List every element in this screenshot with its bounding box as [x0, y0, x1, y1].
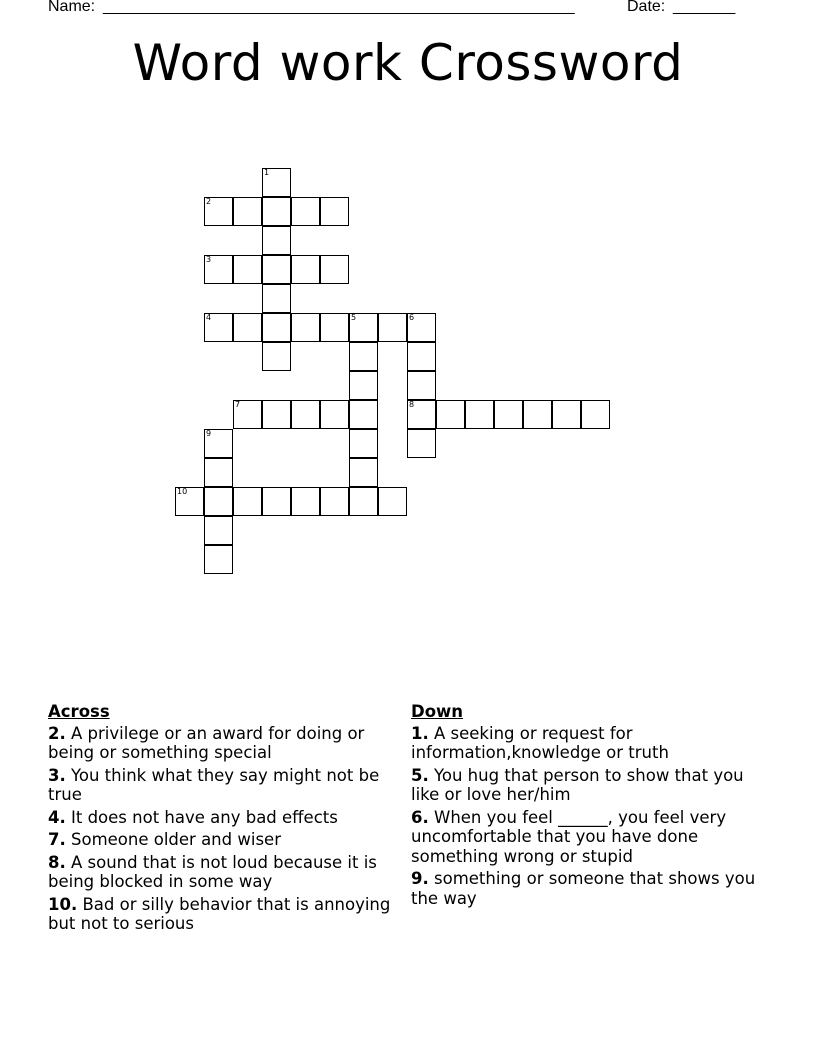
name-label: Name: [48, 0, 96, 15]
grid-cell[interactable] [233, 487, 262, 516]
clue-number: 1. [411, 723, 429, 743]
clue-down-9 [411, 869, 771, 908]
grid-cell[interactable] [262, 226, 291, 255]
grid-cell[interactable] [407, 400, 436, 429]
grid-cell[interactable] [349, 371, 378, 400]
grid-cell[interactable] [204, 255, 233, 284]
grid-cell[interactable] [465, 400, 494, 429]
clue-down-5 [411, 766, 771, 805]
grid-cell[interactable] [204, 516, 233, 545]
grid-cell[interactable] [291, 487, 320, 516]
clue-across-7 [48, 830, 393, 850]
grid-cell[interactable] [291, 255, 320, 284]
grid-cell[interactable] [378, 313, 407, 342]
cell-number: 5 [351, 313, 357, 322]
grid-cell[interactable] [523, 400, 552, 429]
clue-number: 4. [48, 807, 66, 827]
cell-number: 4 [206, 313, 212, 322]
clue-text: When you feel ______, you feel very uncomfortable that you have done something wrong or stupid [411, 807, 727, 866]
clue-text: A seeking or request for information,knowledge or truth [411, 723, 669, 762]
grid-cell[interactable] [233, 400, 262, 429]
clue-number: 8. [48, 852, 66, 872]
down-clues [411, 702, 771, 911]
grid-cell[interactable] [175, 487, 204, 516]
grid-cell[interactable] [407, 429, 436, 458]
grid-cell[interactable] [233, 313, 262, 342]
grid-cell[interactable] [262, 487, 291, 516]
grid-cell[interactable] [204, 487, 233, 516]
page-title: Word work Crossword [132, 34, 684, 92]
grid-cell[interactable] [291, 197, 320, 226]
grid-cell[interactable] [407, 371, 436, 400]
grid-cell[interactable] [204, 313, 233, 342]
clue-text: Bad or silly behavior that is annoying but not to serious [48, 894, 391, 933]
grid-cell[interactable] [262, 342, 291, 371]
grid-cell[interactable] [204, 545, 233, 574]
grid-cell[interactable] [436, 400, 465, 429]
grid-cell[interactable] [494, 400, 523, 429]
clue-number: 7. [48, 830, 66, 849]
clue-text: something or someone that shows you the way [411, 869, 756, 908]
across-heading: Across [48, 702, 110, 721]
grid-cell[interactable] [204, 458, 233, 487]
grid-cell[interactable] [407, 313, 436, 342]
cell-number: 3 [206, 255, 212, 264]
cell-number: 1 [264, 168, 270, 177]
date-label: Date: [627, 0, 666, 15]
clue-across-2 [48, 724, 393, 763]
clue-text: A privilege or an award for doing or being or something special [48, 723, 365, 762]
clue-text: A sound that is not loud because it is being blocked in some way [48, 852, 377, 891]
grid-cell[interactable] [349, 400, 378, 429]
clue-across-4 [48, 808, 393, 828]
clue-across-8 [48, 853, 393, 892]
grid-cell[interactable] [349, 342, 378, 371]
grid-cell[interactable] [262, 197, 291, 226]
clue-across-3 [48, 766, 393, 805]
grid-cell[interactable] [320, 197, 349, 226]
grid-cell[interactable] [233, 197, 262, 226]
grid-cell[interactable] [233, 255, 262, 284]
cell-number: 8 [409, 400, 415, 409]
cell-number: 6 [409, 313, 415, 322]
grid-cell[interactable] [349, 458, 378, 487]
cell-number: 2 [206, 197, 212, 206]
clue-number: 10. [48, 894, 78, 914]
clue-down-1 [411, 724, 771, 763]
clue-number: 6. [411, 807, 429, 827]
clue-text: It does not have any bad effects [71, 807, 338, 827]
date-blank-line[interactable]: _______ [673, 0, 736, 15]
clue-down-6 [411, 808, 771, 867]
grid-cell[interactable] [581, 400, 610, 429]
cell-number: 7 [235, 400, 241, 409]
clue-across-10 [48, 895, 393, 934]
clue-number: 2. [48, 723, 66, 743]
grid-cell[interactable] [320, 400, 349, 429]
grid-cell[interactable] [204, 429, 233, 458]
grid-cell[interactable] [349, 313, 378, 342]
grid-cell[interactable] [378, 487, 407, 516]
clue-text: You think what they say might not be true [48, 765, 380, 804]
cell-number: 10 [177, 487, 188, 496]
grid-cell[interactable] [204, 197, 233, 226]
grid-cell[interactable] [262, 168, 291, 197]
clue-text: Someone older and wiser [71, 830, 281, 849]
name-blank-line[interactable]: _____________________________________________________ [103, 0, 575, 15]
clue-number: 5. [411, 765, 429, 785]
grid-cell[interactable] [262, 255, 291, 284]
grid-cell[interactable] [552, 400, 581, 429]
cell-number: 9 [206, 429, 212, 438]
grid-cell[interactable] [262, 284, 291, 313]
down-heading: Down [411, 702, 464, 721]
clue-number: 3. [48, 765, 66, 785]
grid-cell[interactable] [320, 255, 349, 284]
grid-cell[interactable] [349, 487, 378, 516]
grid-cell[interactable] [262, 313, 291, 342]
grid-cell[interactable] [349, 429, 378, 458]
grid-cell[interactable] [291, 313, 320, 342]
clue-text: You hug that person to show that you like or love her/him [411, 765, 744, 804]
grid-cell[interactable] [407, 342, 436, 371]
clue-number: 9. [411, 869, 429, 888]
across-clues [48, 702, 393, 937]
grid-cell[interactable] [320, 487, 349, 516]
grid-cell[interactable] [262, 400, 291, 429]
grid-cell[interactable] [291, 400, 320, 429]
grid-cell[interactable] [320, 313, 349, 342]
